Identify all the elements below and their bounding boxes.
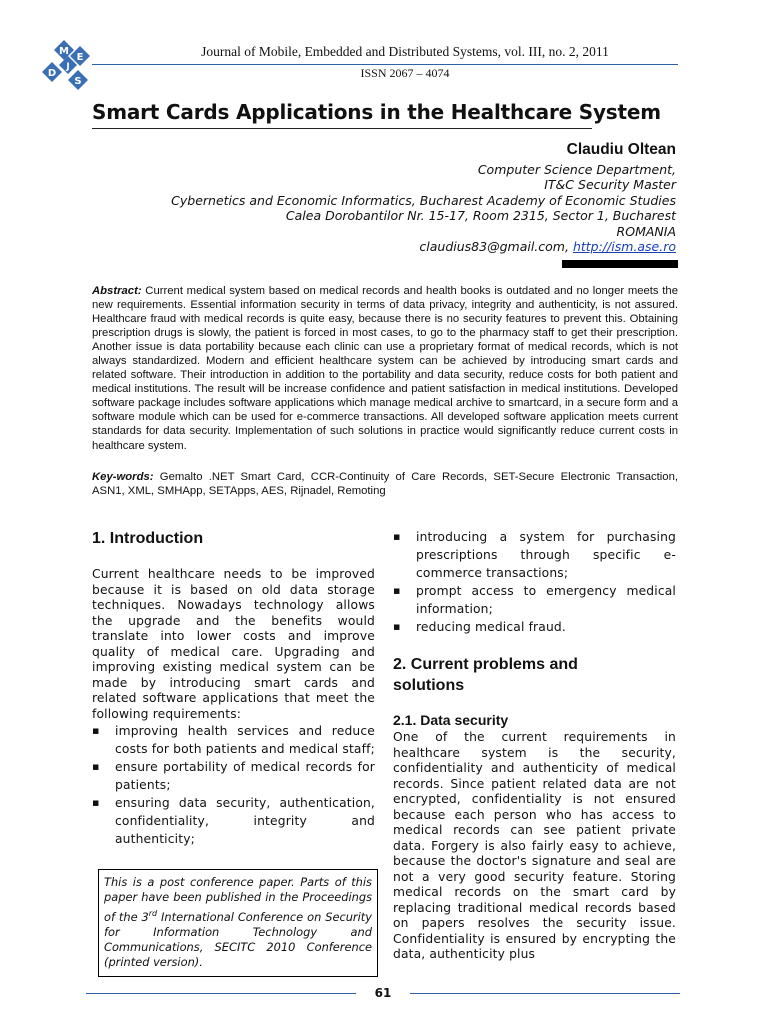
- list-item: ▪ reducing medical fraud.: [393, 618, 676, 636]
- keywords-label: Key-words:: [92, 471, 154, 483]
- issn: ISSN 2067 – 4074: [360, 66, 450, 80]
- keywords: [92, 470, 678, 498]
- logo-diamond-s: [68, 70, 88, 90]
- list-item: ▪ improving health services and reduce costs for both patients and medical staff;: [92, 722, 375, 758]
- affiliation-faculty: Cybernetics and Economic Informatics, Bucharest Academy of Economic Studies: [171, 193, 676, 208]
- section-2-1-text: One of the current requirements in healthcare system is the security, confidentiality and authenticity of medical records. Since patient related data are not encrypted, confidentiality is not ensured because each person who has access to medical records can see patient private data. Forgery is also fairly easy to achieve, because the doctor's signature and seal are not a very good security feature. Storing medical records on the smart card by replacing traditional medical records based on papers resolves the security issue. Confidentiality is ensured by encrypting the data, authenticity plus: [393, 730, 676, 961]
- author-name: Claudiu Oltean: [566, 141, 676, 158]
- logo-letter-d: D: [47, 68, 57, 79]
- journal-name: Journal of Mobile, Embedded and Distributed Systems, vol. III, no. 2, 2011: [201, 44, 609, 59]
- abstract-text: Current medical system based on medical records and health books is outdated and no longer meets the new requirements. Essential information security in terms of data privacy, integrity and authenticity, is not assured. Healthcare fraud with medical records is quite easy, because there is no security features to prevent this. Obtaining prescription drugs is slowly, the patient is forced in most cases, to go to the pharmacy staff to get their prescription. Another issue is data portability because each clinic can use a proprietary format of medical records, which is not always standardized. Modern and efficient healthcare system can be achieved by introducing smart cards and related software. Their introduction in addition to the portability and data security, reduce costs for both patient and medical institutions. The result will be increase confidence and patient satisfaction in medical institutions. Developed software package includes software applications which manage medical archive to smartcard, in a secure form and a software module which can be used for e-commerce transactions. All developed software application meets current standards for data security. Implementation of such solutions in practice would significantly reduce current costs in healthcare system.: [92, 285, 678, 452]
- website-link[interactable]: http://ism.ase.ro: [572, 239, 676, 254]
- affiliation-department: Computer Science Department,: [477, 162, 676, 177]
- list-item: ▪ ensure portability of medical records for patients;: [92, 758, 375, 794]
- requirements-list-right: [393, 528, 676, 636]
- paper-title: Smart Cards Applications in the Healthcare System: [92, 100, 661, 124]
- author-email[interactable]: claudius83@gmail.com: [419, 239, 565, 254]
- contact-separator: ,: [564, 239, 573, 254]
- note-text-suffix: International Conference on Security for Information Technology and Communications, SECITC 2010 Conference (printed version).: [104, 909, 372, 970]
- conference-note: [98, 869, 378, 977]
- footer-rule-right: [410, 993, 680, 994]
- section-2-1-heading: 2.1. Data security: [393, 712, 509, 728]
- logo-letter-m: M: [59, 46, 69, 57]
- title-rule: [92, 128, 592, 129]
- logo-letter-j: J: [66, 62, 70, 72]
- section-1-intro: Current healthcare needs to be improved because it is based on old data storage techniques. Nowadays technology allows the upgrade and the benefits would translate into lower costs and improve quality of medical care. Upgrading and improving existing medical system can be made by introducing smart cards and related software applications that meet the following requirements:: [92, 567, 375, 721]
- list-item: ▪ ensuring data security, authentication, confidentiality, integrity and authenticity;: [92, 794, 375, 848]
- list-item: ▪ introducing a system for purchasing prescriptions through specific e-commerce transactions;: [393, 528, 676, 582]
- affiliation-program: IT&C Security Master: [544, 177, 676, 192]
- requirements-list-left: [92, 722, 375, 848]
- affiliation-country: ROMANIA: [616, 224, 676, 239]
- affiliation-address: Calea Dorobantilor Nr. 15-17, Room 2315, Sector 1, Bucharest: [285, 208, 676, 223]
- section-2-heading: 2. Current problems and solutions: [393, 656, 578, 694]
- footer-rule-left: [86, 993, 356, 994]
- logo-letter-s: S: [74, 76, 82, 87]
- keywords-text: Gemalto .NET Smart Card, CCR-Continuity of Care Records, SET-Secure Electronic Transaction, ASN1, XML, SMHApp, SETApps, AES, Rijnadel, Remoting: [92, 471, 678, 498]
- journal-logo: [40, 40, 96, 92]
- header-rule: [92, 64, 678, 65]
- decorative-bar: [562, 260, 678, 268]
- section-1-heading: 1. Introduction: [92, 530, 204, 547]
- page-number: 61: [374, 986, 392, 1000]
- abstract: [92, 284, 678, 453]
- list-item: ▪ prompt access to emergency medical information;: [393, 582, 676, 618]
- note-text-prefix: This is a post conference paper. Parts of this paper have been published in the Proceedings of the 3: [104, 875, 372, 924]
- contact-line: [76, 239, 676, 254]
- note-superscript: rd: [148, 908, 158, 918]
- logo-letter-e: E: [76, 52, 84, 63]
- abstract-label: Abstract:: [92, 285, 142, 297]
